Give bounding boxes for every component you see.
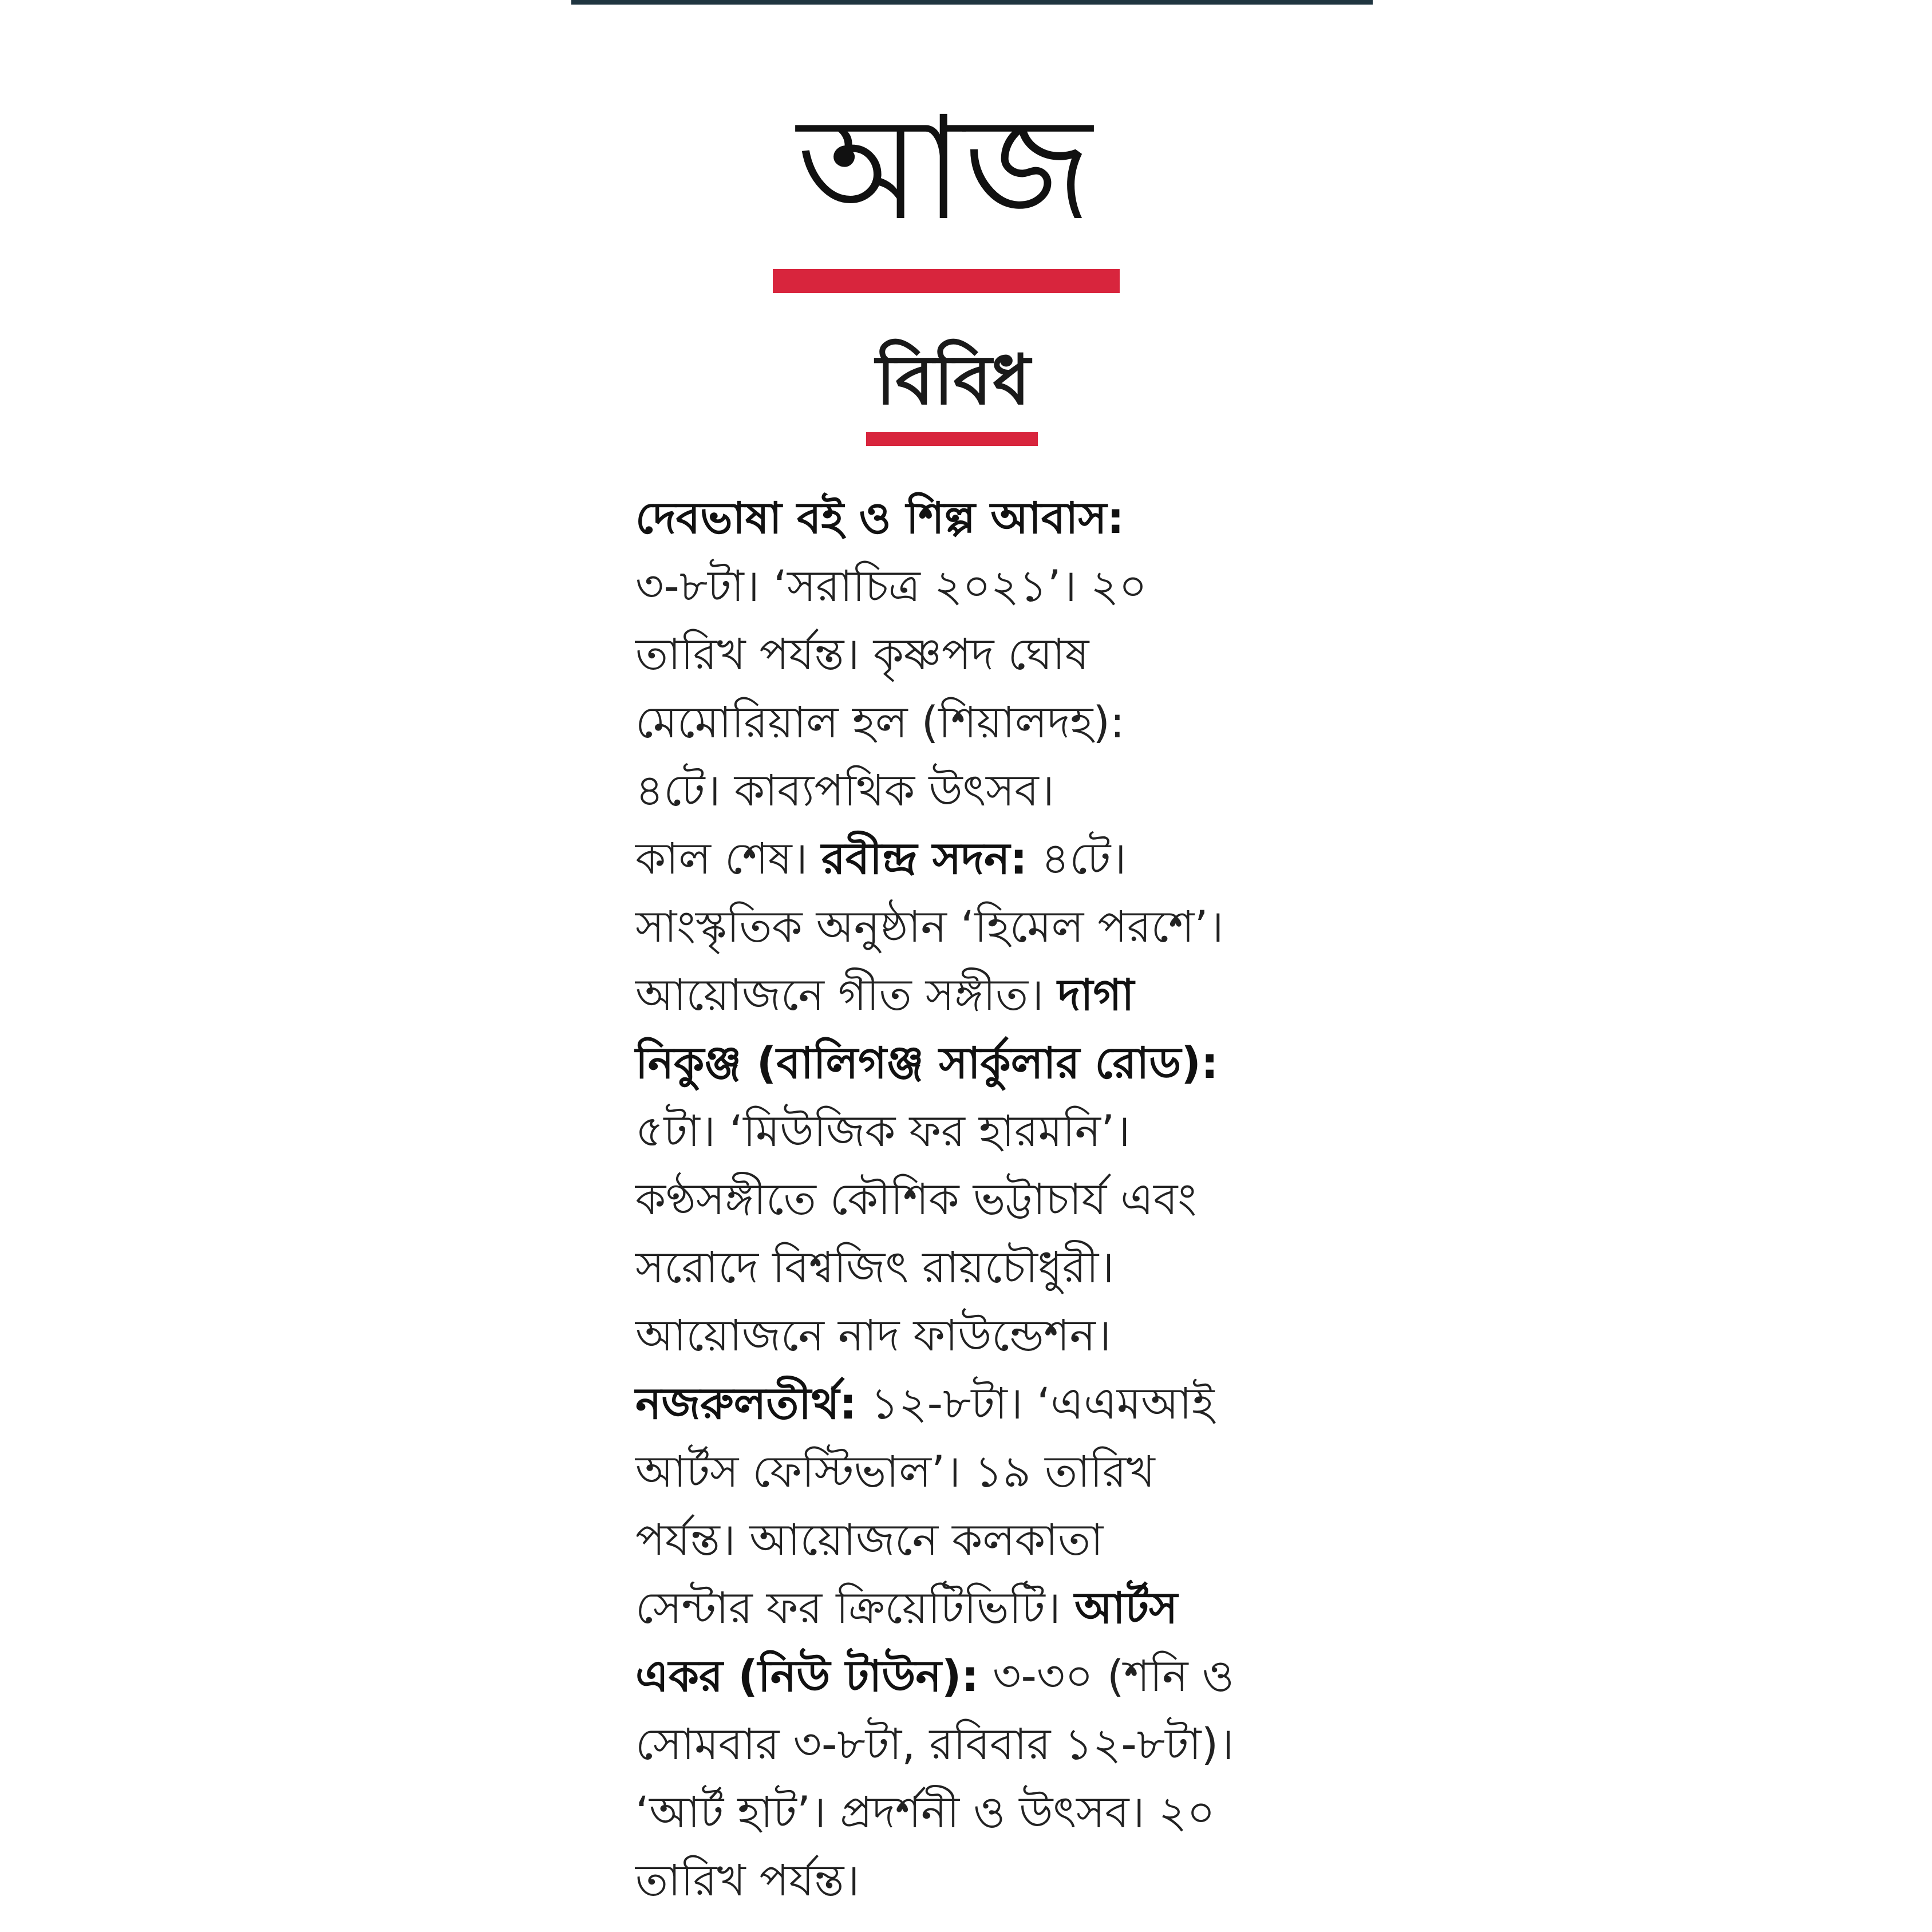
listing-text: মেমোরিয়াল হল (শিয়ালদহ): [635, 697, 1125, 748]
article-line [635, 1778, 1311, 1846]
listing-text: আয়োজনে গীত সঙ্গীত। [635, 969, 1058, 1020]
article-line [635, 1233, 1311, 1301]
article-line [635, 1369, 1311, 1437]
article-line [635, 1642, 1311, 1710]
venue-name: রবীন্দ্র সদন: [821, 833, 1028, 884]
article-line [635, 892, 1311, 961]
article-line [635, 1710, 1311, 1778]
listing-text: পর্যন্ত। আয়োজনে কলকাতা [635, 1514, 1104, 1565]
article-line [635, 1506, 1311, 1574]
listing-text: আয়োজনে নাদ ফাউন্ডেশন। [635, 1310, 1112, 1361]
venue-name: দেবভাষা বই ও শিল্প আবাস: [635, 492, 1124, 543]
listing-text: কাল শেষ। [635, 833, 822, 884]
section-title: বিবিধ [876, 341, 1030, 420]
article-line [635, 824, 1311, 892]
article-line [635, 1097, 1311, 1165]
listing-text: আর্টস ফেস্টিভাল’। ১৯ তারিখ [635, 1446, 1155, 1497]
listing-text: সেন্টার ফর ক্রিয়েটিভিটি। [635, 1582, 1074, 1633]
article-line [635, 1301, 1311, 1369]
article-line [635, 552, 1311, 620]
listing-text: ৫টা। ‘মিউজিক ফর হারমনি’। [635, 1105, 1131, 1156]
listing-text: ৩-৮টা। ‘সরাচিত্র ২০২১’। ২০ [635, 560, 1147, 611]
article-line [635, 688, 1311, 756]
venue-name: একর (নিউ টাউন): [635, 1650, 979, 1701]
masthead-title: আজ [797, 85, 1092, 252]
listing-text: ৩-৩০ (শনি ও [978, 1650, 1234, 1701]
article-line [635, 1846, 1311, 1914]
listing-text: ৪টে। কাব্যপথিক উৎসব। [635, 765, 1054, 816]
article-line [635, 756, 1311, 824]
article-line [635, 1029, 1311, 1097]
listings-article [635, 484, 1311, 1914]
venue-name: দাগা [1057, 969, 1135, 1020]
section-underline [866, 432, 1038, 446]
venue-name: নিকুঞ্জ (বালিগঞ্জ সার্কুলার রোড): [635, 1037, 1219, 1088]
article-line [635, 1165, 1311, 1233]
article-line [635, 1574, 1311, 1642]
article-line [635, 1437, 1311, 1506]
venue-name: নজরুলতীর্থ: [635, 1378, 857, 1429]
listing-text: ‘আর্ট হাট’। প্রদর্শনী ও উৎসব। ২০ [635, 1787, 1215, 1838]
listing-text: ৪টে। [1027, 833, 1127, 884]
article-line [635, 961, 1311, 1029]
masthead-underline [773, 269, 1120, 293]
article-line [635, 484, 1311, 552]
listing-text: তারিখ পর্যন্ত। [635, 1855, 860, 1906]
venue-name: আর্টস [1074, 1582, 1178, 1633]
top-rule [571, 0, 1373, 5]
listing-text: ১২-৮টা। ‘এএমআই [856, 1378, 1215, 1429]
listing-text: সরোদে বিশ্বজিৎ রায়চৌধুরী। [635, 1242, 1115, 1293]
article-line [635, 620, 1311, 688]
listing-text: তারিখ পর্যন্ত। কৃষ্ণপদ ঘোষ [635, 629, 1089, 679]
listing-text: কণ্ঠসঙ্গীতে কৌশিক ভট্টাচার্য এবং [635, 1174, 1197, 1224]
listing-text: সোমবার ৩-৮টা, রবিবার ১২-৮টা)। [635, 1718, 1234, 1769]
listing-text: সাংস্কৃতিক অনুষ্ঠান ‘হিমেল পরশে’। [635, 901, 1224, 952]
